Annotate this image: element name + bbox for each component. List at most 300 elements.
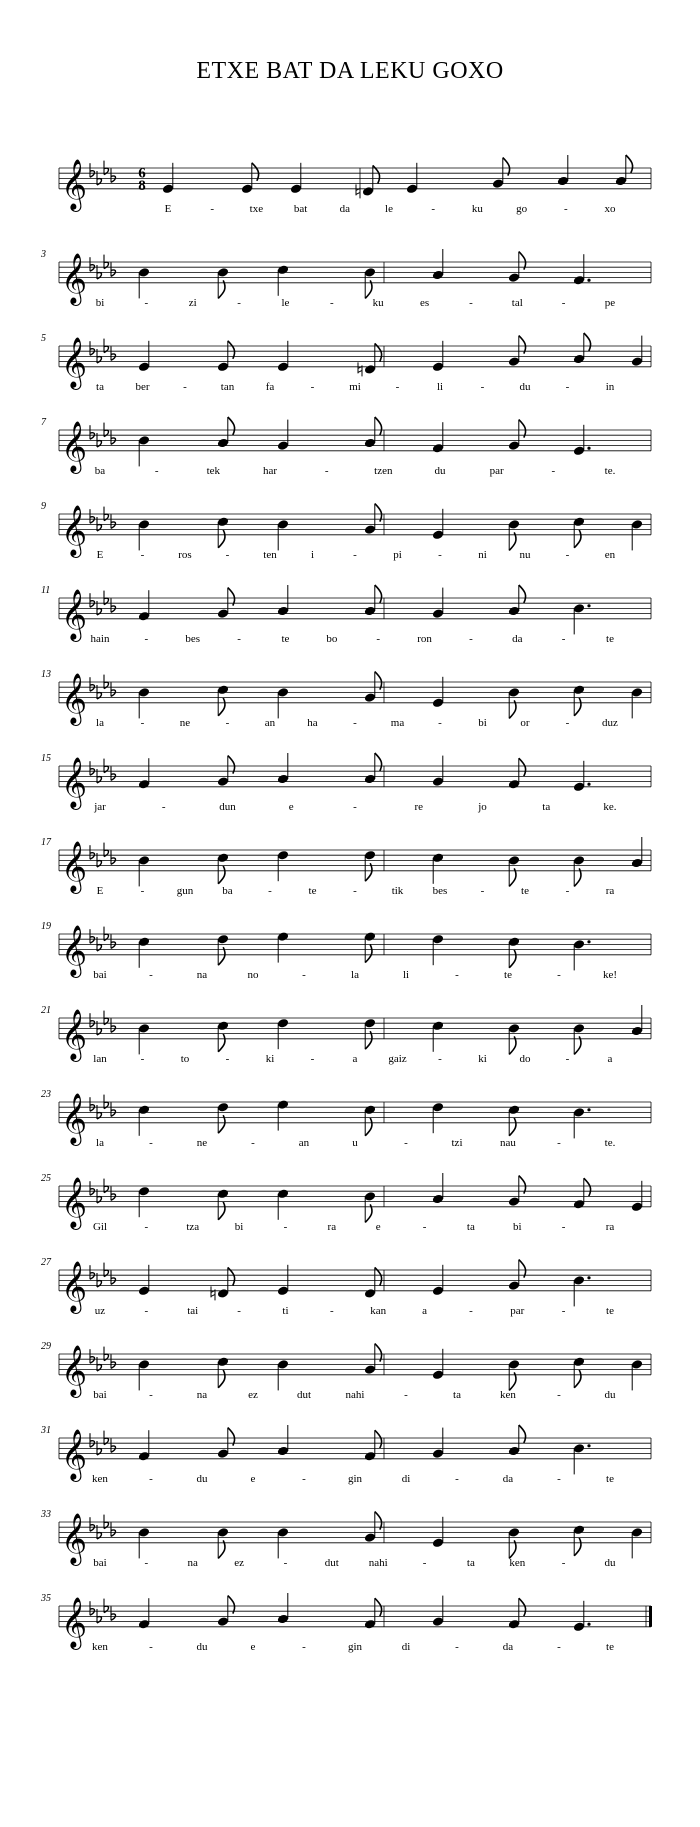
lyric-syllable: bai bbox=[93, 968, 107, 981]
lyric-syllable: da bbox=[502, 1472, 514, 1485]
lyric-syllable: es bbox=[419, 296, 430, 309]
dot bbox=[587, 783, 590, 786]
lyric-syllable: e bbox=[250, 1472, 256, 1485]
lyric-syllable: ten bbox=[263, 548, 277, 561]
lyric-syllable: hain bbox=[90, 632, 110, 645]
lyric-hyphen: - bbox=[565, 884, 570, 897]
flat-sign bbox=[111, 598, 116, 612]
lyric-hyphen: - bbox=[149, 1388, 153, 1401]
lyric-syllable: ta bbox=[466, 1556, 475, 1569]
lyric-syllable: du bbox=[196, 1472, 208, 1485]
note bbox=[217, 684, 229, 715]
lyric-syllable: ken bbox=[500, 1388, 516, 1401]
flat-sign bbox=[90, 509, 95, 523]
final-barline bbox=[649, 1606, 652, 1627]
lyric-hyphen: - bbox=[353, 884, 357, 897]
lyric-hyphen: - bbox=[431, 202, 436, 215]
flag bbox=[375, 753, 382, 771]
lyric-syllable: ken bbox=[92, 1472, 108, 1485]
note bbox=[277, 1593, 289, 1624]
lyric-syllable: dut bbox=[296, 1388, 312, 1401]
dot bbox=[587, 1108, 590, 1111]
flag bbox=[365, 945, 372, 963]
dot bbox=[587, 1623, 590, 1626]
lyric-syllable: la bbox=[96, 716, 104, 729]
flag bbox=[519, 1425, 526, 1443]
note bbox=[364, 753, 382, 784]
lyric-hyphen: - bbox=[404, 1136, 408, 1149]
lyric-syllable: ma bbox=[390, 716, 405, 729]
note bbox=[364, 417, 382, 448]
flag bbox=[218, 698, 225, 716]
measure-number: 19 bbox=[41, 921, 51, 932]
lyric-syllable: par bbox=[489, 464, 504, 477]
staff-system bbox=[41, 753, 651, 813]
lyric-hyphen: - bbox=[561, 296, 566, 309]
treble-clef: 𝄞 bbox=[61, 673, 88, 723]
lyric-syllable: bi bbox=[234, 1220, 244, 1233]
flat-sign bbox=[111, 346, 116, 360]
lyric-syllable: E bbox=[164, 202, 172, 215]
note bbox=[508, 1425, 526, 1456]
flat-sign bbox=[111, 1522, 116, 1536]
note bbox=[432, 249, 444, 280]
lyric-syllable: gun bbox=[176, 884, 194, 897]
lyric-hyphen: - bbox=[302, 968, 306, 981]
lyric-syllable: ta bbox=[96, 380, 104, 393]
lyric-syllable: bi bbox=[512, 1220, 522, 1233]
lyric-hyphen: - bbox=[144, 632, 149, 645]
lyric-syllable: lan bbox=[93, 1052, 107, 1065]
flag bbox=[574, 1538, 581, 1556]
lyric-syllable: tal bbox=[511, 296, 523, 309]
lyric-syllable: jo bbox=[478, 800, 487, 813]
flag bbox=[574, 530, 581, 548]
lyric-hyphen: - bbox=[353, 548, 357, 561]
flat-sign bbox=[90, 163, 95, 177]
lyric-syllable: dun bbox=[219, 800, 236, 813]
flat-sign bbox=[90, 1433, 95, 1447]
flag bbox=[509, 950, 516, 968]
lyric-hyphen: - bbox=[225, 548, 230, 561]
lyric-syllable: a bbox=[422, 1304, 427, 1317]
lyric-hyphen: - bbox=[557, 1136, 561, 1149]
note bbox=[508, 936, 520, 967]
lyric-syllable: tai bbox=[187, 1304, 199, 1317]
dot bbox=[587, 1276, 590, 1279]
note bbox=[432, 1020, 444, 1051]
treble-clef: 𝄞 bbox=[61, 1009, 88, 1059]
flat-sign bbox=[111, 1186, 116, 1200]
lyric-syllable: an bbox=[264, 716, 276, 729]
flag bbox=[218, 1034, 225, 1052]
note bbox=[364, 1430, 382, 1461]
lyric-syllable: ra bbox=[605, 1220, 615, 1233]
staff-system bbox=[40, 1509, 651, 1569]
flag bbox=[509, 1118, 516, 1136]
lyric-syllable: ne bbox=[179, 716, 191, 729]
lyric-hyphen: - bbox=[565, 548, 570, 561]
flat-sign bbox=[90, 257, 95, 271]
flat-sign bbox=[111, 1018, 116, 1032]
page-title: ETXE BAT DA LEKU GOXO bbox=[196, 58, 504, 84]
dot bbox=[587, 447, 590, 450]
lyric-hyphen: - bbox=[565, 380, 570, 393]
lyric-hyphen: - bbox=[161, 800, 166, 813]
lyric-syllable: le bbox=[281, 296, 290, 309]
lyric-hyphen: - bbox=[557, 1472, 561, 1485]
lyric-syllable: du bbox=[604, 1556, 616, 1569]
lyric-syllable: bes bbox=[185, 632, 201, 645]
measure-number: 23 bbox=[41, 1089, 51, 1100]
lyric-syllable: li bbox=[402, 968, 410, 981]
lyric-hyphen: - bbox=[149, 1640, 153, 1653]
lyric-hyphen: - bbox=[376, 632, 381, 645]
lyric-hyphen: - bbox=[140, 1052, 145, 1065]
lyric-syllable: ken bbox=[509, 1556, 526, 1569]
lyric-syllable: na bbox=[196, 968, 208, 981]
note bbox=[277, 753, 289, 784]
note bbox=[557, 155, 569, 186]
staff-system bbox=[41, 1173, 651, 1233]
lyric-hyphen: - bbox=[455, 968, 459, 981]
staff-system bbox=[41, 1005, 651, 1065]
flat-sign bbox=[90, 929, 95, 943]
lyric-hyphen: - bbox=[283, 1220, 288, 1233]
flag bbox=[375, 1430, 382, 1448]
note bbox=[573, 516, 585, 547]
lyric-hyphen: - bbox=[557, 1640, 561, 1653]
lyric-hyphen: - bbox=[329, 1304, 334, 1317]
lyric-syllable: ku bbox=[471, 202, 483, 215]
lyric-hyphen: - bbox=[438, 1052, 442, 1065]
note bbox=[364, 585, 382, 616]
note bbox=[138, 1104, 150, 1135]
measure-number: 9 bbox=[41, 501, 46, 512]
note bbox=[211, 1267, 235, 1300]
flat-sign bbox=[90, 425, 95, 439]
flat-sign bbox=[90, 845, 95, 859]
flag bbox=[375, 417, 382, 435]
lyric-syllable: te bbox=[521, 884, 529, 897]
lyric-syllable: ni bbox=[478, 548, 487, 561]
staff-system bbox=[41, 585, 651, 645]
measure-number: 35 bbox=[41, 1593, 51, 1604]
lyric-syllable: da bbox=[339, 202, 350, 215]
note bbox=[217, 1188, 229, 1219]
natural-sign bbox=[356, 184, 360, 198]
flag bbox=[626, 155, 633, 173]
flat-sign bbox=[90, 1013, 95, 1027]
lyric-syllable: du bbox=[434, 464, 446, 477]
lyric-syllable: gin bbox=[347, 1472, 363, 1485]
flat-sign bbox=[90, 761, 95, 775]
lyric-syllable: te bbox=[606, 1304, 614, 1317]
treble-clef: 𝄞 bbox=[61, 589, 88, 639]
note bbox=[631, 837, 643, 868]
treble-clef: 𝄞 bbox=[61, 757, 88, 807]
measure-number: 7 bbox=[41, 417, 46, 428]
note bbox=[508, 1104, 520, 1135]
lyric-syllable: pi bbox=[393, 548, 402, 561]
lyric-syllable: Gil bbox=[92, 1220, 108, 1233]
lyric-syllable: gin bbox=[347, 1640, 363, 1653]
lyric-syllable: bi bbox=[478, 716, 487, 729]
note bbox=[138, 758, 150, 789]
flat-sign bbox=[111, 1270, 116, 1284]
lyric-hyphen: - bbox=[237, 296, 241, 309]
lyric-syllable: dut bbox=[324, 1556, 339, 1569]
lyric-syllable: ra bbox=[327, 1220, 337, 1233]
lyric-hyphen: - bbox=[144, 296, 149, 309]
treble-clef: 𝄞 bbox=[61, 1597, 88, 1647]
lyric-syllable: ez bbox=[248, 1388, 258, 1401]
staff-system bbox=[40, 1593, 652, 1653]
flat-sign bbox=[90, 1517, 95, 1531]
lyric-syllable: bi bbox=[95, 296, 105, 309]
flat-sign bbox=[111, 850, 116, 864]
measure-number: 27 bbox=[41, 1257, 51, 1268]
staff-system bbox=[41, 333, 651, 393]
note bbox=[508, 758, 526, 789]
lyric-syllable: uz bbox=[94, 1304, 106, 1317]
lyric-hyphen: - bbox=[140, 884, 145, 897]
dot bbox=[587, 279, 590, 282]
lyric-hyphen: - bbox=[144, 1304, 149, 1317]
note bbox=[217, 1356, 229, 1387]
note bbox=[573, 684, 585, 715]
lyric-syllable: gaiz bbox=[388, 1052, 407, 1065]
lyric-hyphen: - bbox=[480, 884, 485, 897]
lyric-syllable: u bbox=[352, 1136, 358, 1149]
lyric-hyphen: - bbox=[422, 1556, 427, 1569]
note bbox=[277, 264, 289, 295]
flat-sign bbox=[111, 766, 116, 780]
treble-clef: 𝄞 bbox=[61, 1093, 88, 1143]
lyric-syllable: to bbox=[180, 1052, 190, 1065]
lyric-syllable: mi bbox=[349, 380, 361, 393]
measure-number: 21 bbox=[41, 1005, 51, 1016]
lyric-syllable: ros bbox=[178, 548, 192, 561]
lyric-hyphen: - bbox=[283, 1556, 288, 1569]
lyric-syllable: e bbox=[250, 1640, 256, 1653]
treble-clef: 𝄞 bbox=[61, 505, 88, 555]
flag bbox=[218, 1202, 225, 1220]
flag bbox=[228, 417, 235, 435]
measure-number: 33 bbox=[41, 1509, 51, 1520]
lyric-hyphen: - bbox=[557, 968, 561, 981]
measure-number: 25 bbox=[41, 1173, 51, 1184]
lyric-syllable: ti bbox=[282, 1304, 289, 1317]
lyric-syllable: a bbox=[352, 1052, 358, 1065]
flat-sign bbox=[111, 682, 116, 696]
flat-sign bbox=[90, 677, 95, 691]
lyric-syllable: tza bbox=[186, 1220, 200, 1233]
lyric-hyphen: - bbox=[149, 968, 153, 981]
staff-system bbox=[59, 155, 651, 215]
lyric-syllable: ta bbox=[542, 800, 551, 813]
staff-system bbox=[41, 417, 651, 477]
flat-sign bbox=[111, 1102, 116, 1116]
flag bbox=[375, 585, 382, 603]
flat-sign bbox=[111, 1438, 116, 1452]
lyric-hyphen: - bbox=[551, 464, 556, 477]
lyric-syllable: xo bbox=[604, 202, 616, 215]
flag bbox=[365, 1118, 372, 1136]
lyric-syllable: ku bbox=[372, 296, 384, 309]
lyric-syllable: kan bbox=[370, 1304, 387, 1317]
flat-sign bbox=[90, 1181, 95, 1195]
treble-clef: 𝄞 bbox=[61, 1177, 88, 1227]
lyric-hyphen: - bbox=[324, 464, 329, 477]
lyric-syllable: nau bbox=[500, 1136, 516, 1149]
lyric-syllable: an bbox=[298, 1136, 310, 1149]
lyric-syllable: tzen bbox=[374, 464, 393, 477]
note bbox=[573, 333, 591, 364]
flag bbox=[584, 333, 591, 351]
flag bbox=[574, 698, 581, 716]
lyric-syllable: di bbox=[401, 1472, 411, 1485]
lyric-hyphen: - bbox=[455, 1472, 459, 1485]
flag bbox=[584, 1178, 591, 1196]
lyric-syllable: en bbox=[604, 548, 616, 561]
flat-sign bbox=[90, 1097, 95, 1111]
dot bbox=[587, 604, 590, 607]
lyric-hyphen: - bbox=[469, 632, 473, 645]
flat-sign bbox=[111, 262, 116, 276]
lyric-syllable: bat bbox=[293, 202, 308, 215]
note bbox=[217, 417, 235, 448]
lyric-syllable: no bbox=[247, 968, 259, 981]
note bbox=[217, 1020, 229, 1051]
lyric-syllable: nahi bbox=[368, 1556, 388, 1569]
note bbox=[508, 585, 526, 616]
lyric-syllable: da bbox=[502, 1640, 514, 1653]
lyric-hyphen: - bbox=[563, 202, 568, 215]
lyric-syllable: in bbox=[605, 380, 615, 393]
lyric-syllable: bai bbox=[93, 1556, 107, 1569]
lyric-syllable: ta bbox=[466, 1220, 475, 1233]
lyric-syllable: ken bbox=[92, 1640, 108, 1653]
lyric-hyphen: - bbox=[140, 716, 145, 729]
note bbox=[217, 516, 229, 547]
lyric-hyphen: - bbox=[561, 1556, 566, 1569]
lyric-syllable: te bbox=[606, 1640, 614, 1653]
note bbox=[138, 936, 150, 967]
treble-clef: 𝄞 bbox=[61, 421, 88, 471]
note bbox=[277, 1425, 289, 1456]
note bbox=[432, 852, 444, 883]
note bbox=[573, 254, 591, 285]
lyric-syllable: ki bbox=[478, 1052, 487, 1065]
note bbox=[356, 165, 380, 198]
lyric-hyphen: - bbox=[144, 1220, 149, 1233]
measure-number: 29 bbox=[41, 1341, 51, 1352]
note bbox=[573, 1356, 585, 1387]
lyric-hyphen: - bbox=[469, 296, 473, 309]
note bbox=[615, 155, 633, 186]
treble-clef: 𝄞 bbox=[61, 159, 88, 209]
flat-sign bbox=[90, 1349, 95, 1363]
flat-sign bbox=[90, 1265, 95, 1279]
lyric-syllable: nahi bbox=[345, 1388, 365, 1401]
lyric-syllable: ron bbox=[417, 632, 432, 645]
note bbox=[364, 1104, 376, 1135]
lyric-syllable: i bbox=[310, 548, 315, 561]
lyric-syllable: jar bbox=[94, 800, 106, 813]
lyric-syllable: bai bbox=[93, 1388, 107, 1401]
lyric-hyphen: - bbox=[302, 1472, 306, 1485]
flag bbox=[375, 1598, 382, 1616]
lyric-hyphen: - bbox=[561, 1220, 566, 1233]
lyric-hyphen: - bbox=[302, 1640, 306, 1653]
lyric-syllable: te bbox=[308, 884, 317, 897]
lyric-hyphen: - bbox=[395, 380, 400, 393]
staff-system bbox=[41, 1341, 651, 1401]
lyric-syllable: ki bbox=[265, 1052, 275, 1065]
treble-clef: 𝄞 bbox=[61, 1345, 88, 1395]
lyric-syllable: ne bbox=[196, 1136, 208, 1149]
flat-sign bbox=[111, 1606, 116, 1620]
note bbox=[138, 590, 150, 621]
lyric-hyphen: - bbox=[149, 1472, 153, 1485]
lyric-hyphen: - bbox=[149, 1136, 153, 1149]
note bbox=[277, 585, 289, 616]
lyric-syllable: fa bbox=[265, 380, 275, 393]
lyric-hyphen: - bbox=[565, 1052, 570, 1065]
lyric-syllable: te bbox=[606, 632, 614, 645]
lyric-hyphen: - bbox=[144, 1556, 149, 1569]
lyric-hyphen: - bbox=[225, 1052, 230, 1065]
lyric-syllable: te. bbox=[604, 464, 616, 477]
lyric-syllable: la bbox=[351, 968, 359, 981]
lyric-hyphen: - bbox=[565, 716, 570, 729]
lyric-syllable: tik bbox=[391, 884, 404, 897]
natural-sign bbox=[211, 1286, 215, 1300]
note bbox=[631, 1005, 643, 1036]
treble-clef: 𝄞 bbox=[61, 1261, 88, 1311]
lyric-syllable: go bbox=[516, 202, 528, 215]
lyric-syllable: te. bbox=[604, 1136, 616, 1149]
staff-system bbox=[41, 1089, 651, 1149]
lyric-hyphen: - bbox=[140, 548, 145, 561]
lyric-syllable: ha bbox=[307, 716, 318, 729]
treble-clef: 𝄞 bbox=[61, 1429, 88, 1479]
lyric-syllable: bes bbox=[432, 884, 448, 897]
lyric-syllable: ber bbox=[135, 380, 150, 393]
lyric-syllable: di bbox=[401, 1640, 411, 1653]
lyric-hyphen: - bbox=[310, 380, 315, 393]
lyric-syllable: tzi bbox=[451, 1136, 463, 1149]
lyric-syllable: du bbox=[604, 1388, 616, 1401]
note bbox=[573, 1178, 591, 1209]
flag bbox=[218, 530, 225, 548]
lyric-hyphen: - bbox=[225, 716, 230, 729]
dot bbox=[587, 940, 590, 943]
note bbox=[364, 1267, 382, 1298]
lyric-hyphen: - bbox=[404, 1388, 408, 1401]
staff-system bbox=[41, 501, 651, 561]
note bbox=[277, 931, 289, 962]
measure-number: 3 bbox=[41, 249, 46, 260]
staff-system bbox=[40, 249, 651, 309]
note bbox=[138, 1598, 150, 1629]
staff-system bbox=[41, 921, 651, 981]
measure-number: 11 bbox=[41, 585, 51, 596]
treble-clef: 𝄞 bbox=[61, 253, 88, 303]
lyric-hyphen: - bbox=[329, 296, 334, 309]
lyric-hyphen: - bbox=[210, 202, 215, 215]
